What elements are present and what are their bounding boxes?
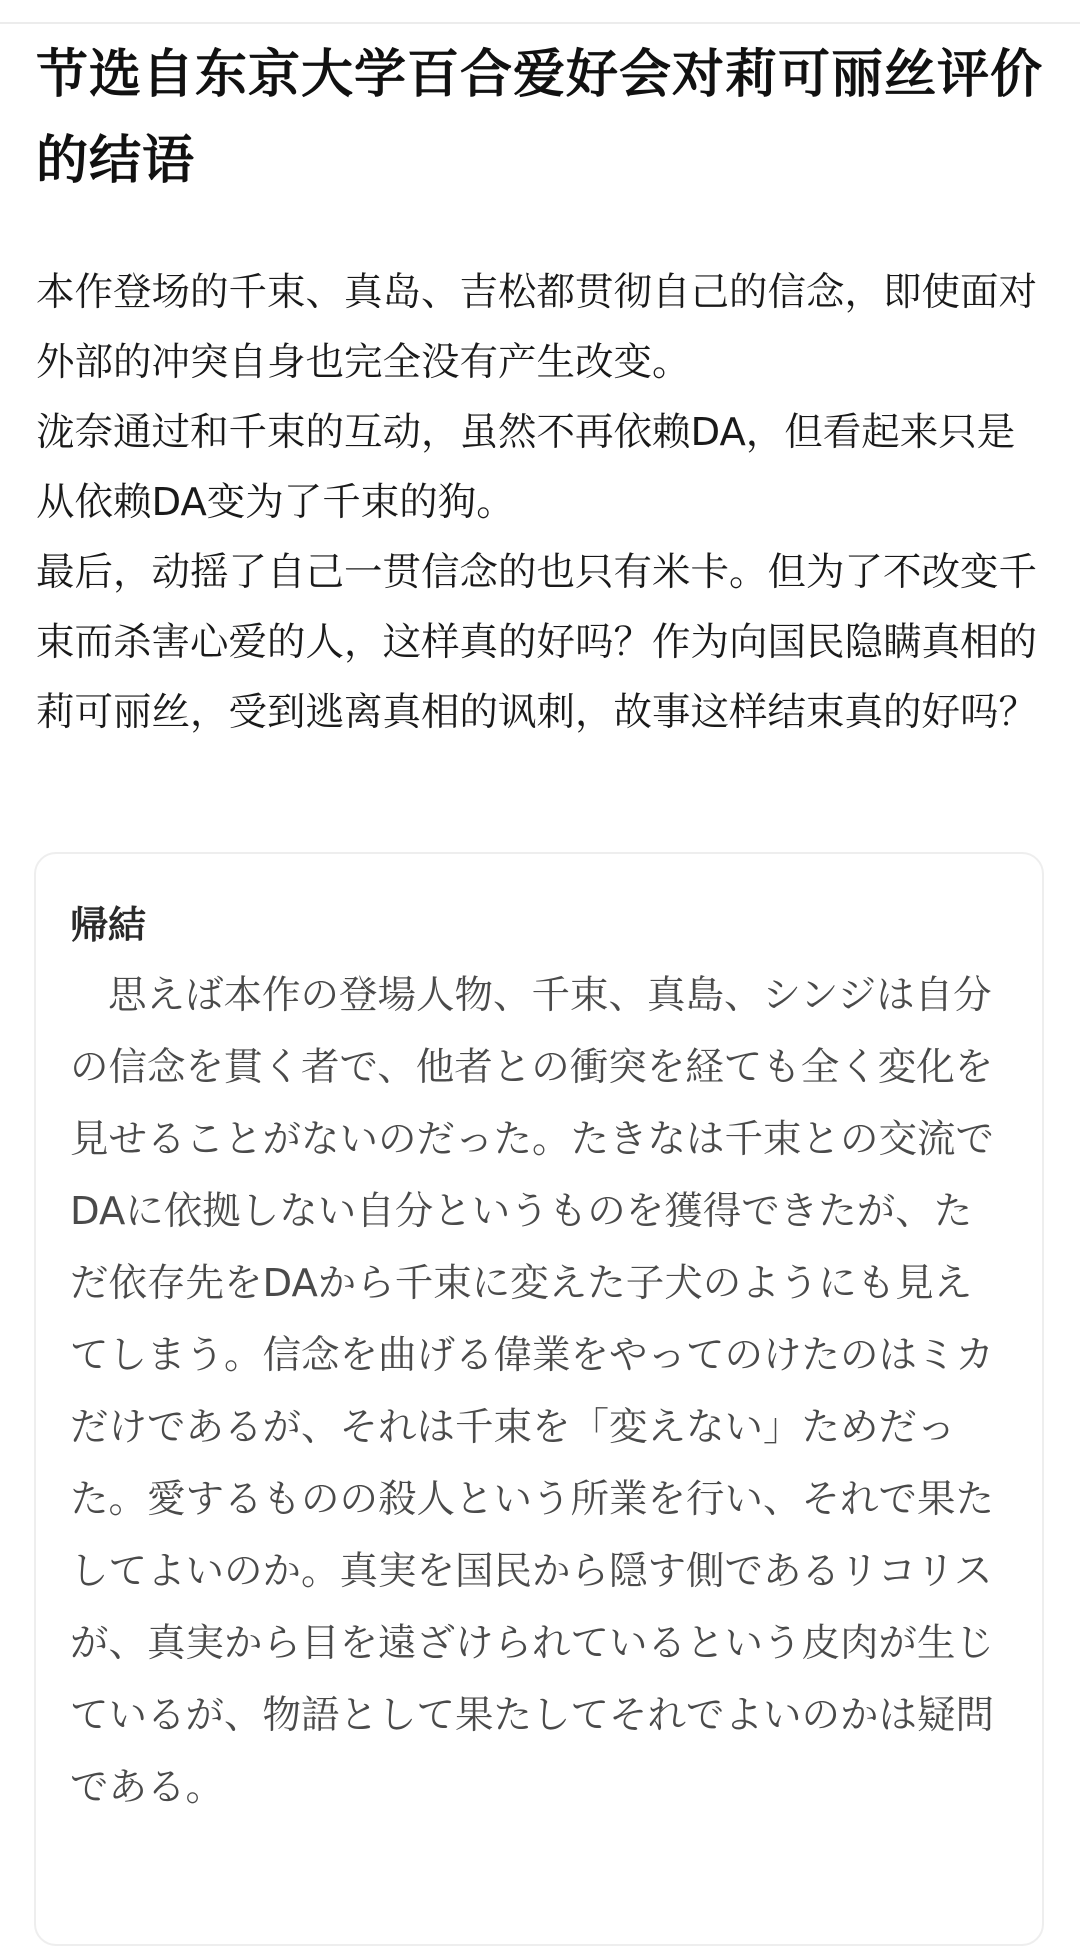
quote-text: 思えば本作の登場人物、千束、真島、シンジは自分の信念を貫く者で、他者との衝突を経ても全く変化を見せることがないのだった。たきなは千束との交流でDAに依拠しない自分というものを獲得できたが、ただ依存先をDAから千束に変えた子犬のようにも見えてしまう。信念を曲げる偉業をやってのけたのはミカだけであるが、それは千束を「変えない」ためだった。愛するものの殺人という所業を行い、それで果たしてよいのか。真実を国民から隠す側であるリコリスが、真実から目を遠ざけられているという皮肉が生じているが、物語として果たしてそれでよいのかは疑問である。 — [70, 973, 995, 1810]
paragraph-3: 最后，动摇了自己一贯信念的也只有米卡。但为了不改变千束而杀害心爱的人，这样真的好吗？作为向国民隐瞒真相的莉可丽丝，受到逃离真相的讽刺，故事这样结束真的好吗？ — [36, 550, 1038, 735]
paragraph-2: 泷奈通过和千束的互动，虽然不再依赖DA，但看起来只是从依赖DA变为了千束的狗。 — [36, 410, 1016, 525]
quote-heading: 帰結 — [70, 903, 147, 947]
article-title: 节选自东京大学百合爱好会对莉可丽丝评价的结语 — [36, 45, 1044, 191]
quoted-excerpt-card — [34, 852, 1044, 1946]
article-body — [36, 258, 1046, 748]
top-divider — [0, 22, 1080, 24]
paragraph-1: 本作登场的千束、真岛、吉松都贯彻自己的信念，即使面对外部的冲突自身也完全没有产生改变。 — [36, 270, 1038, 385]
